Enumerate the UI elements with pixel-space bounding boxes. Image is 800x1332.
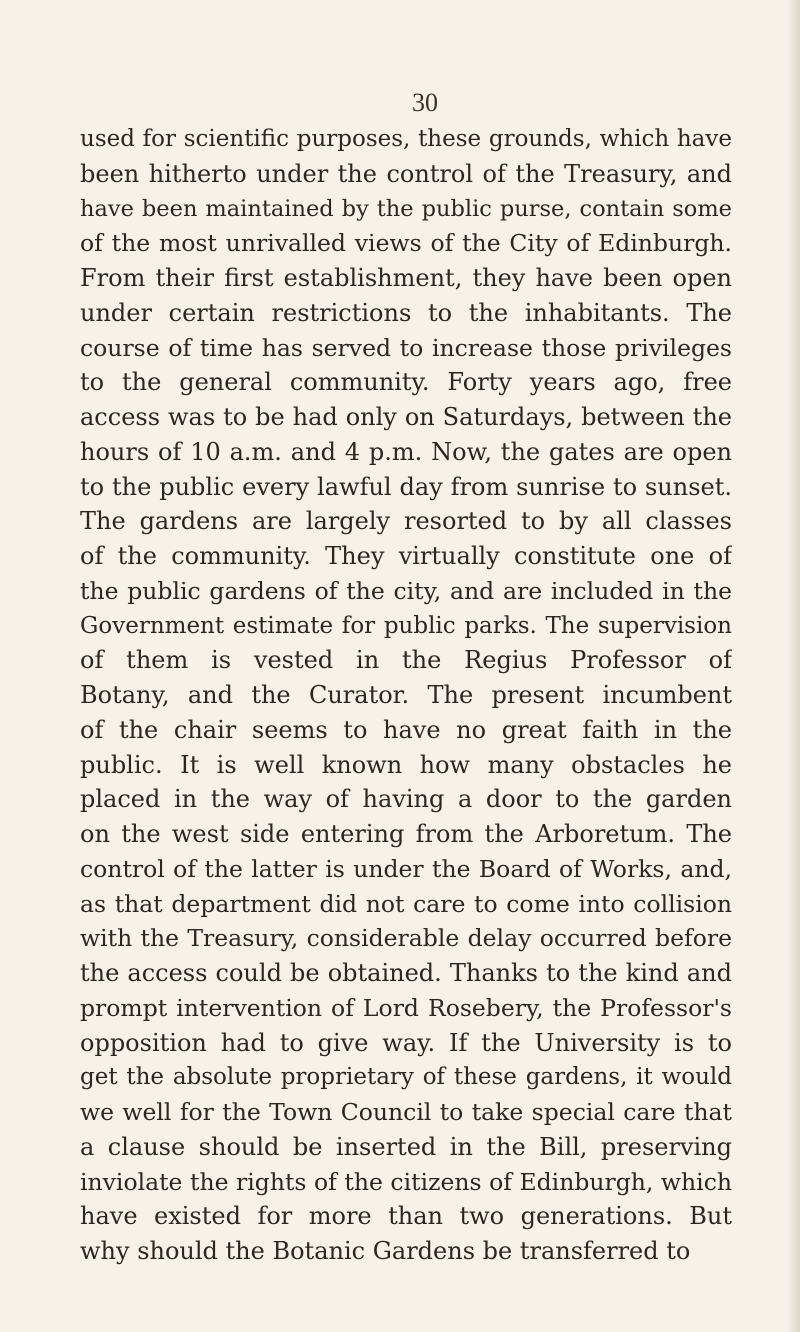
body-text	[0, 122, 800, 1269]
text-line: control of the latter is under the Board of Works, and,	[80, 854, 732, 883]
text-line: the public gardens of the city, and are included in the	[80, 576, 732, 605]
text-line: have existed for more than two generations. But	[80, 1202, 732, 1231]
text-line: of the chair seems to have no great faith in the	[80, 715, 732, 744]
text-line: the access could be obtained. Thanks to the kind and	[80, 959, 732, 987]
page-number: 30	[412, 88, 438, 117]
text-line: of them is vested in the Regius Professor of	[80, 646, 732, 675]
text-line: get the absolute proprietary of these gardens, it would	[80, 1064, 732, 1091]
text-line: of the most unrivalled views of the City of Edinburgh.	[80, 229, 732, 258]
text-line: access was to be had only on Saturdays, between the	[80, 403, 732, 431]
text-line: placed in the way of having a door to the garden	[80, 785, 732, 814]
text-line: Botany, and the Curator. The present incumbent	[80, 681, 732, 709]
text-line: inviolate the rights of the citizens of Edinburgh, which	[80, 1167, 732, 1196]
text-line: as that department did not care to come into collision	[80, 889, 732, 918]
text-line: The gardens are largely resorted to by all classes	[80, 507, 732, 536]
text-line: Government estimate for public parks. The supervision	[80, 612, 732, 639]
text-line: to the public every lawful day from sunrise to sunset.	[80, 472, 732, 501]
text-line: used for scientific purposes, these grounds, which have	[80, 126, 732, 152]
text-line: to the general community. Forty years ago, free	[80, 368, 732, 397]
text-line: a clause should be inserted in the Bill, preserving	[80, 1132, 732, 1161]
text-line: public. It is well known how many obstacles he	[80, 750, 732, 779]
text-line: why should the Botanic Gardens be transferred to	[80, 1237, 691, 1265]
text-line: prompt intervention of Lord Rosebery, the Professor's	[80, 993, 732, 1022]
text-line: course of time has served to increase those privileges	[80, 333, 732, 362]
text-line: opposition had to give way. If the University is to	[80, 1028, 732, 1057]
text-line: From their first establishment, they have been open	[80, 264, 732, 292]
text-line: on the west side entering from the Arboretum. The	[80, 820, 732, 848]
text-line: been hitherto under the control of the Treasury, and	[80, 159, 732, 188]
text-line: have been maintained by the public purse, contain some	[80, 195, 732, 222]
text-line: hours of 10 a.m. and 4 p.m. Now, the gates are open	[80, 437, 732, 466]
text-line: with the Treasury, considerable delay occurred before	[80, 924, 732, 953]
text-line: of the community. They virtually constitute one of	[80, 542, 732, 570]
text-line: under certain restrictions to the inhabitants. The	[80, 298, 732, 327]
text-line: we well for the Town Council to take special care that	[80, 1098, 732, 1126]
